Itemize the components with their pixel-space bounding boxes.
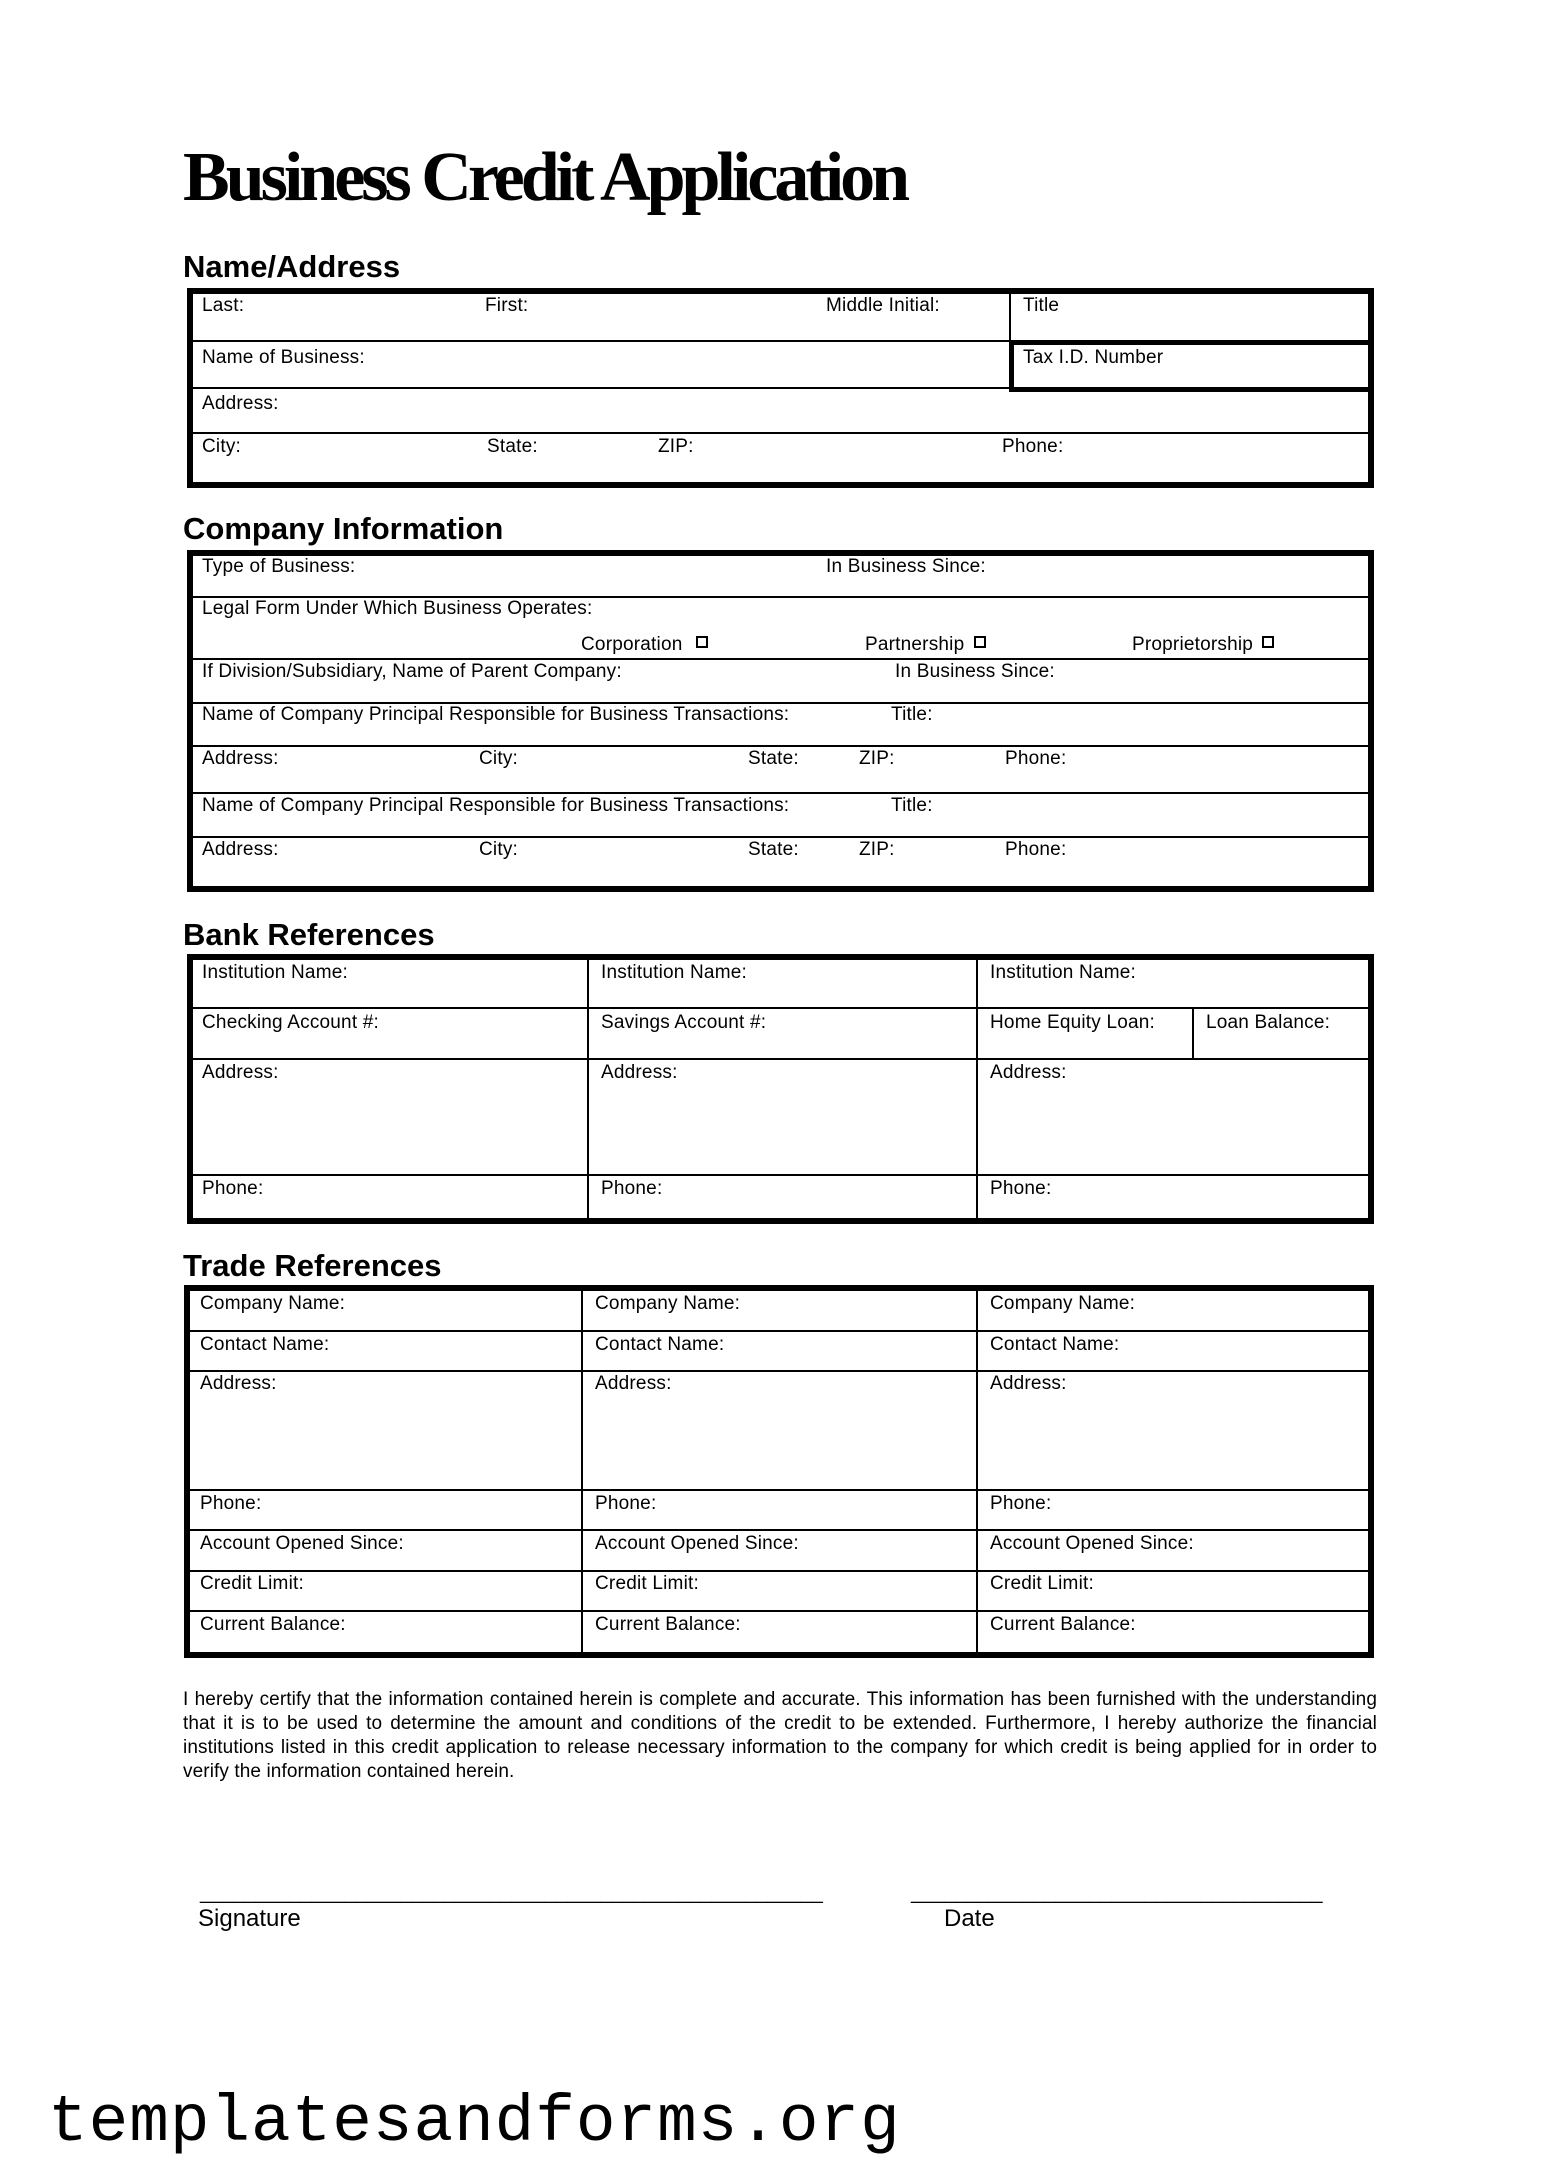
section-heading-name-address: Name/Address bbox=[183, 249, 401, 284]
trade-3-credit-limit-field[interactable]: Credit Limit: bbox=[990, 1573, 1094, 1594]
checking-account-field[interactable]: Checking Account #: bbox=[202, 1012, 380, 1033]
trade-3-company-field[interactable]: Company Name: bbox=[990, 1293, 1136, 1314]
principal-1-city-field[interactable]: City: bbox=[479, 748, 518, 769]
trade-2-contact-field[interactable]: Contact Name: bbox=[595, 1334, 725, 1355]
principal-2-city-field[interactable]: City: bbox=[479, 839, 518, 860]
state-field[interactable]: State: bbox=[487, 436, 538, 457]
principal-1-address-field[interactable]: Address: bbox=[202, 748, 279, 769]
date-label: Date bbox=[944, 1905, 995, 1932]
trade-2-company-field[interactable]: Company Name: bbox=[595, 1293, 741, 1314]
principal-2-title-field[interactable]: Title: bbox=[891, 795, 933, 816]
principal-1-state-field[interactable]: State: bbox=[748, 748, 799, 769]
signature-line[interactable]: ________________________________________________________ bbox=[200, 1882, 823, 1904]
legal-form-label: Legal Form Under Which Business Operates: bbox=[202, 598, 593, 619]
document-title: Business Credit Application bbox=[183, 139, 907, 216]
trade-3-opened-field[interactable]: Account Opened Since: bbox=[990, 1533, 1194, 1554]
trade-1-balance-field[interactable]: Current Balance: bbox=[200, 1614, 346, 1635]
in-business-since-field[interactable]: In Business Since: bbox=[826, 556, 986, 577]
trade-2-credit-limit-field[interactable]: Credit Limit: bbox=[595, 1573, 699, 1594]
loan-balance-field[interactable]: Loan Balance: bbox=[1206, 1012, 1331, 1033]
trade-1-phone-field[interactable]: Phone: bbox=[200, 1493, 262, 1514]
principal-2-phone-field[interactable]: Phone: bbox=[1005, 839, 1067, 860]
date-line[interactable]: _____________________________________ bbox=[911, 1882, 1323, 1904]
middle-initial-field[interactable]: Middle Initial: bbox=[826, 295, 940, 316]
principal-2-name-field[interactable]: Name of Company Principal Responsible for Business Transactions: bbox=[202, 795, 790, 816]
bank-3-address-field[interactable]: Address: bbox=[990, 1062, 1067, 1083]
proprietorship-label: Proprietorship bbox=[1132, 634, 1254, 655]
business-name-field[interactable]: Name of Business: bbox=[202, 347, 365, 368]
principal-1-zip-field[interactable]: ZIP: bbox=[859, 748, 895, 769]
principal-1-title-field[interactable]: Title: bbox=[891, 704, 933, 725]
phone-field[interactable]: Phone: bbox=[1002, 436, 1064, 457]
parent-in-business-since-field[interactable]: In Business Since: bbox=[895, 661, 1055, 682]
trade-2-balance-field[interactable]: Current Balance: bbox=[595, 1614, 741, 1635]
corporation-checkbox[interactable] bbox=[696, 636, 708, 648]
trade-references-box bbox=[184, 1285, 1374, 1658]
title-field[interactable]: Title bbox=[1023, 295, 1060, 316]
trade-2-phone-field[interactable]: Phone: bbox=[595, 1493, 657, 1514]
savings-account-field[interactable]: Savings Account #: bbox=[601, 1012, 767, 1033]
section-heading-trade-references: Trade References bbox=[183, 1248, 442, 1283]
principal-2-zip-field[interactable]: ZIP: bbox=[859, 839, 895, 860]
last-name-field[interactable]: Last: bbox=[202, 295, 245, 316]
trade-3-address-field[interactable]: Address: bbox=[990, 1373, 1067, 1394]
watermark: templatesandforms.org bbox=[48, 2085, 901, 2160]
proprietorship-checkbox[interactable] bbox=[1262, 636, 1274, 648]
principal-2-state-field[interactable]: State: bbox=[748, 839, 799, 860]
address-field[interactable]: Address: bbox=[202, 393, 279, 414]
principal-2-address-field[interactable]: Address: bbox=[202, 839, 279, 860]
trade-2-address-field[interactable]: Address: bbox=[595, 1373, 672, 1394]
type-of-business-field[interactable]: Type of Business: bbox=[202, 556, 356, 577]
trade-2-opened-field[interactable]: Account Opened Since: bbox=[595, 1533, 799, 1554]
corporation-label: Corporation bbox=[581, 634, 683, 655]
bank-2-phone-field[interactable]: Phone: bbox=[601, 1178, 663, 1199]
section-heading-bank-references: Bank References bbox=[183, 917, 435, 952]
city-field[interactable]: City: bbox=[202, 436, 241, 457]
bank-1-phone-field[interactable]: Phone: bbox=[202, 1178, 264, 1199]
bank-3-institution-field[interactable]: Institution Name: bbox=[990, 962, 1136, 983]
bank-3-phone-field[interactable]: Phone: bbox=[990, 1178, 1052, 1199]
home-equity-loan-field[interactable]: Home Equity Loan: bbox=[990, 1012, 1155, 1033]
trade-3-balance-field[interactable]: Current Balance: bbox=[990, 1614, 1136, 1635]
certification-text: I hereby certify that the information contained herein is complete and accurate. This information has been furnished with the understanding that it is to be used to determine the amount and conditions of the credit to be extended. Furthermore, I hereby authorize the financial institutions listed in this credit application to release necessary information to the company for which credit is being applied for in order to verify the information contained herein. bbox=[183, 1689, 1377, 1782]
principal-1-name-field[interactable]: Name of Company Principal Responsible for Business Transactions: bbox=[202, 704, 790, 725]
section-heading-company-information: Company Information bbox=[183, 511, 504, 546]
partnership-checkbox[interactable] bbox=[974, 636, 986, 648]
trade-1-credit-limit-field[interactable]: Credit Limit: bbox=[200, 1573, 304, 1594]
trade-1-address-field[interactable]: Address: bbox=[200, 1373, 277, 1394]
trade-3-contact-field[interactable]: Contact Name: bbox=[990, 1334, 1120, 1355]
bank-1-institution-field[interactable]: Institution Name: bbox=[202, 962, 348, 983]
trade-1-company-field[interactable]: Company Name: bbox=[200, 1293, 346, 1314]
bank-1-address-field[interactable]: Address: bbox=[202, 1062, 279, 1083]
principal-1-phone-field[interactable]: Phone: bbox=[1005, 748, 1067, 769]
tax-id-field[interactable]: Tax I.D. Number bbox=[1023, 347, 1164, 368]
partnership-label: Partnership bbox=[865, 634, 965, 655]
bank-2-address-field[interactable]: Address: bbox=[601, 1062, 678, 1083]
first-name-field[interactable]: First: bbox=[485, 295, 529, 316]
parent-company-field[interactable]: If Division/Subsidiary, Name of Parent Company: bbox=[202, 661, 622, 682]
signature-label: Signature bbox=[198, 1905, 301, 1932]
trade-1-contact-field[interactable]: Contact Name: bbox=[200, 1334, 330, 1355]
zip-field[interactable]: ZIP: bbox=[658, 436, 694, 457]
bank-2-institution-field[interactable]: Institution Name: bbox=[601, 962, 747, 983]
trade-1-opened-field[interactable]: Account Opened Since: bbox=[200, 1533, 404, 1554]
trade-3-phone-field[interactable]: Phone: bbox=[990, 1493, 1052, 1514]
bank-references-box bbox=[187, 954, 1374, 1224]
